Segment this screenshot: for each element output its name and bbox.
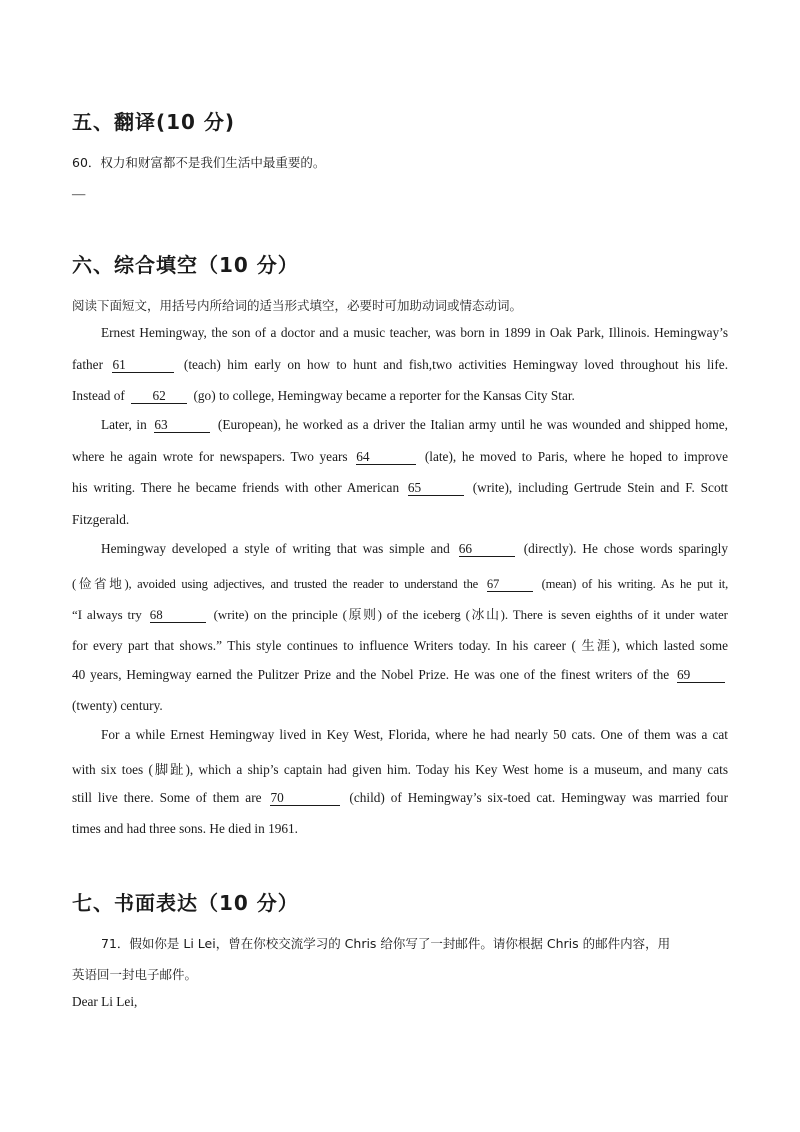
passage-line — [72, 512, 728, 528]
passage-line — [72, 635, 728, 654]
passage-line — [72, 759, 728, 778]
passage-text: Ernest Hemingway, the son of a doctor and a music teacher, was born in 1899 in Oak Park, Illinois. Hemingway’s — [101, 325, 728, 340]
passage-text: Fitzgerald. — [72, 512, 130, 527]
question-71-continued: 英语回一封电子邮件。 — [72, 967, 198, 982]
passage-text: (俭省地), avoided using adjectives, and trusted the reader to understand the — [72, 577, 479, 591]
passage-line — [72, 449, 728, 465]
passage-text: where he again wrote for newspapers. Two years — [72, 449, 348, 464]
passage-text: for every part that shows.” This style continues to influence Writers today. In his career ( 生涯), which lasted some — [72, 638, 728, 653]
passage-line — [72, 667, 728, 683]
passage-text: with six toes (脚趾), which a ship’s captain had given him. Today his Key West home is a museum, and many cats — [72, 762, 728, 777]
passage-text: Hemingway developed a style of writing that was simple and — [101, 541, 450, 556]
passage-text: (teach) him early on how to hunt and fish,two activities Hemingway loved throughout his life. — [183, 357, 729, 372]
passage-text: (write), including Gertrude Stein and F. Scott — [472, 480, 728, 495]
passage-text: (twenty) century. — [72, 698, 163, 713]
passage-text: still live there. Some of them are — [72, 790, 262, 805]
passage-line — [72, 357, 728, 373]
passage-line — [101, 325, 728, 341]
passage-line — [72, 790, 728, 806]
blank-66[interactable]: 66 — [459, 542, 515, 557]
blank-65[interactable]: 65 — [408, 481, 464, 496]
passage-line — [72, 573, 728, 592]
passage-line — [101, 727, 728, 743]
blank-69[interactable]: 69 — [677, 668, 725, 683]
section-7-heading: 七、书面表达（10 分） — [72, 891, 299, 915]
passage-text: “I always try — [72, 608, 142, 622]
passage-text: father — [72, 357, 104, 372]
blank-70[interactable]: 70 — [270, 791, 340, 806]
passage-text: (child) of Hemingway’s six-toed cat. Hemingway was married four — [349, 790, 729, 805]
passage-text: his writing. There he became friends with other American — [72, 480, 400, 495]
passage-text: (write) on the principle (原则) of the iceberg (冰山). There is seven eighths of it under water — [213, 608, 728, 622]
blank-63[interactable]: 63 — [154, 418, 210, 433]
passage-text: (directly). He chose words sparingly — [523, 541, 729, 556]
passage-line — [72, 480, 728, 496]
passage-line — [72, 821, 728, 837]
passage-line — [72, 698, 728, 714]
answer-mark: — — [72, 186, 86, 201]
passage-text: Instead of — [72, 388, 125, 403]
blank-67[interactable]: 67 — [487, 577, 533, 592]
passage-text: (mean) of his writing. As he put it, — [541, 577, 729, 591]
passage-text: 40 years, Hemingway earned the Pulitzer Prize and the Nobel Prize. He was one of the finest writers of the — [72, 667, 670, 682]
passage-text: Later, in — [101, 417, 147, 432]
passage-text: (go) to college, Hemingway became a reporter for the Kansas City Star. — [193, 388, 575, 403]
section-5-heading: 五、翻译(10 分) — [72, 110, 236, 134]
question-60: 60．权力和财富都不是我们生活中最重要的。 — [72, 155, 326, 170]
question-71: 71．假如你是 Li Lei，曾在你校交流学习的 Chris 给你写了一封邮件。请你根据 Chris 的邮件内容，用 — [101, 936, 671, 951]
passage-text: For a while Ernest Hemingway lived in Key West, Florida, where he had nearly 50 cats. One of them was a cat — [101, 727, 728, 742]
blank-64[interactable]: 64 — [356, 450, 416, 465]
blank-68[interactable]: 68 — [150, 608, 206, 623]
passage-line — [72, 388, 728, 404]
passage-line — [101, 417, 728, 433]
passage-text: times and had three sons. He died in 1961. — [72, 821, 299, 836]
letter-salutation: Dear Li Lei, — [72, 994, 138, 1009]
blank-61[interactable]: 61 — [112, 358, 174, 373]
section-6-instruction: 阅读下面短文，用括号内所给词的适当形式填空，必要时可加助动词或情态动词。 — [72, 298, 523, 313]
passage-text: (late), he moved to Paris, where he hoped to improve — [424, 449, 728, 464]
passage-text: (European), he worked as a driver the Italian army until he was wounded and shipped home, — [217, 417, 728, 432]
section-6-heading: 六、综合填空（10 分） — [72, 253, 299, 277]
blank-62[interactable]: 62 — [131, 389, 187, 404]
passage-line — [72, 604, 728, 623]
passage-line — [101, 541, 728, 557]
